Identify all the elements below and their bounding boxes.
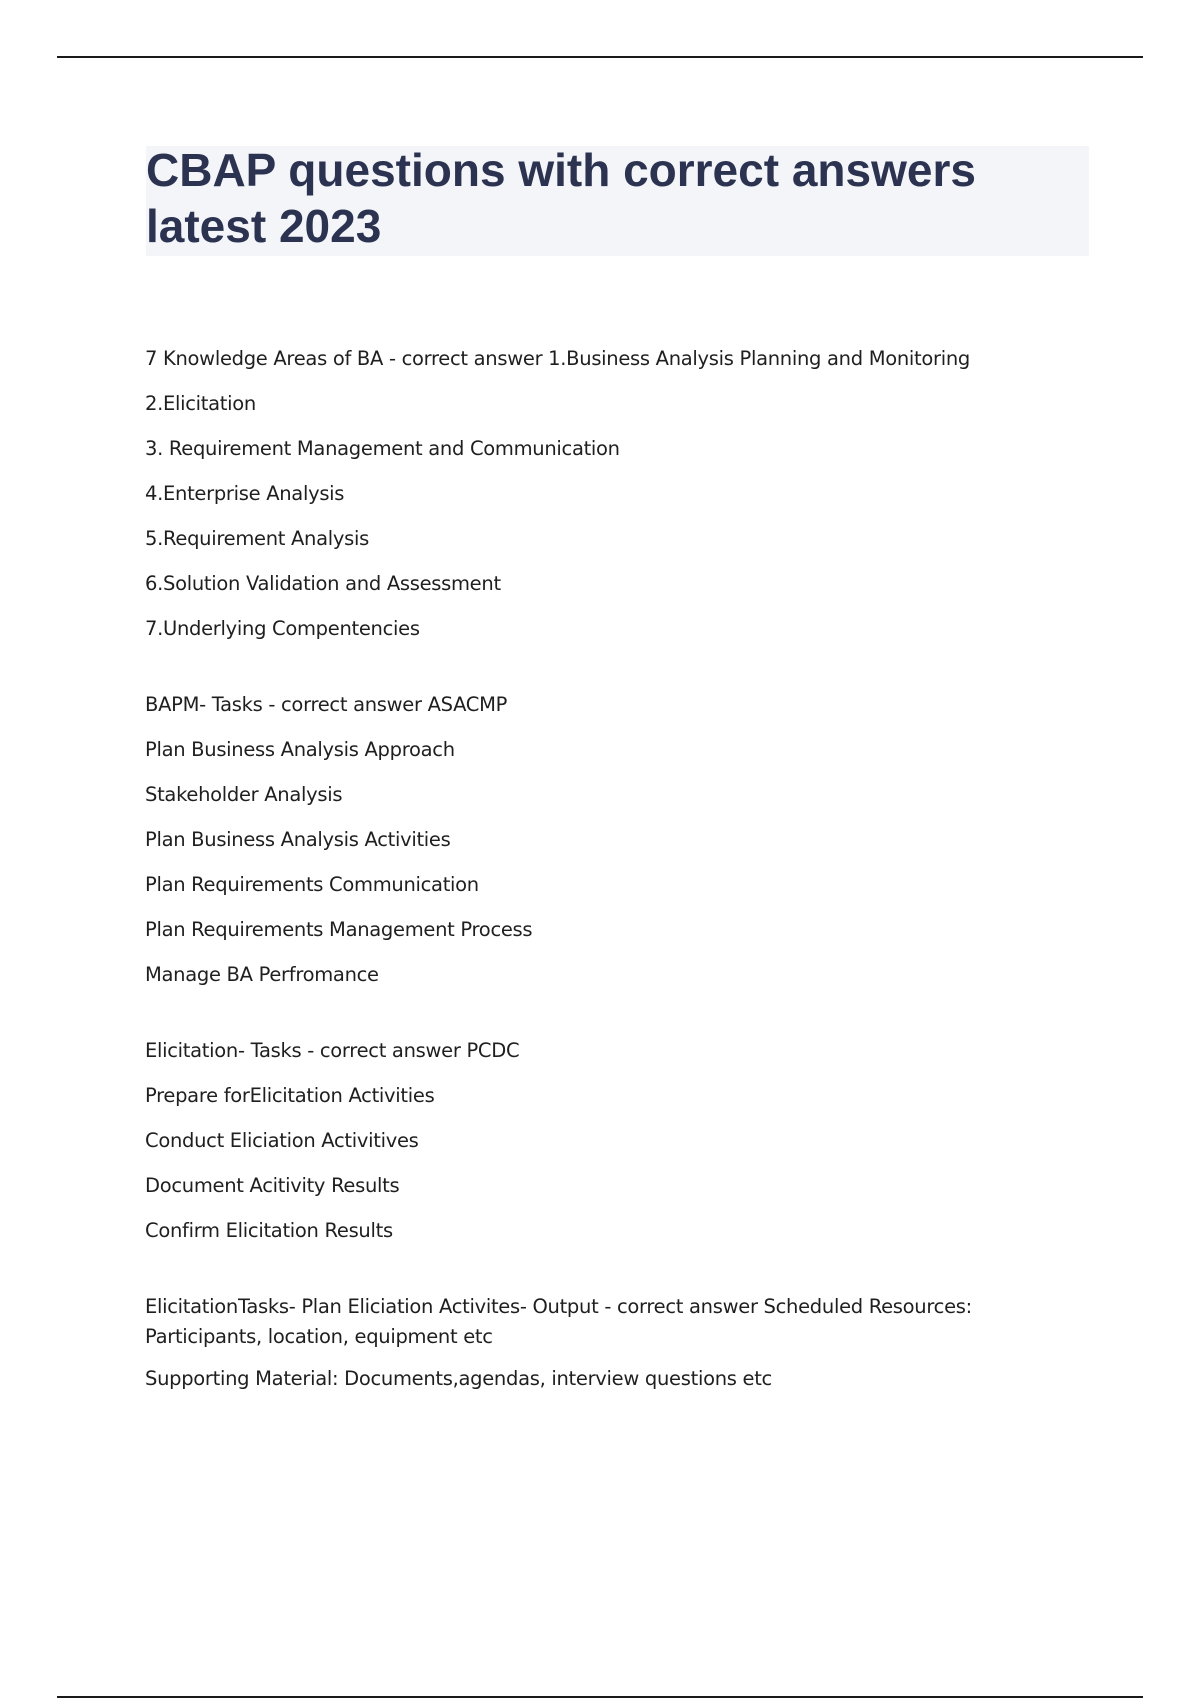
answer-line: 2.Elicitation bbox=[145, 392, 256, 415]
question-line: ElicitationTasks- Plan Eliciation Activites- Output - correct answer Scheduled Resources: Participants, location, equipment etc bbox=[145, 1295, 972, 1348]
answer-line: 7.Underlying Compentencies bbox=[145, 617, 420, 640]
document-title: CBAP questions with correct answers latest 2023 bbox=[146, 144, 976, 252]
answer-line: 5.Requirement Analysis bbox=[145, 527, 369, 550]
section-bapm-tasks bbox=[145, 690, 1065, 990]
section-elicitation-output bbox=[145, 1292, 1065, 1394]
answer-line: Plan Business Analysis Activities bbox=[145, 828, 451, 851]
footer-rule bbox=[57, 1696, 1143, 1698]
section-knowledge-areas bbox=[145, 344, 1065, 644]
section-elicitation-tasks bbox=[145, 1036, 1065, 1246]
question-line: 7 Knowledge Areas of BA - correct answer 1.Business Analysis Planning and Monitoring bbox=[145, 347, 970, 370]
answer-line: Stakeholder Analysis bbox=[145, 783, 343, 806]
answer-line: 6.Solution Validation and Assessment bbox=[145, 572, 501, 595]
answer-line: Supporting Material: Documents,agendas, interview questions etc bbox=[145, 1367, 772, 1390]
answer-line: Prepare forElicitation Activities bbox=[145, 1084, 435, 1107]
document-body bbox=[145, 344, 1065, 1440]
answer-line: Document Acitivity Results bbox=[145, 1174, 400, 1197]
answer-line: 3. Requirement Management and Communication bbox=[145, 437, 620, 460]
answer-line: Conduct Eliciation Activitives bbox=[145, 1129, 419, 1152]
answer-line: Manage BA Perfromance bbox=[145, 963, 379, 986]
question-line: Elicitation- Tasks - correct answer PCDC bbox=[145, 1039, 520, 1062]
answer-line: Plan Requirements Management Process bbox=[145, 918, 533, 941]
question-line: BAPM- Tasks - correct answer ASACMP bbox=[145, 693, 508, 716]
answer-line: Plan Business Analysis Approach bbox=[145, 738, 455, 761]
answer-line: Plan Requirements Communication bbox=[145, 873, 479, 896]
answer-line: 4.Enterprise Analysis bbox=[145, 482, 345, 505]
header-rule bbox=[57, 56, 1143, 58]
answer-line: Confirm Elicitation Results bbox=[145, 1219, 393, 1242]
